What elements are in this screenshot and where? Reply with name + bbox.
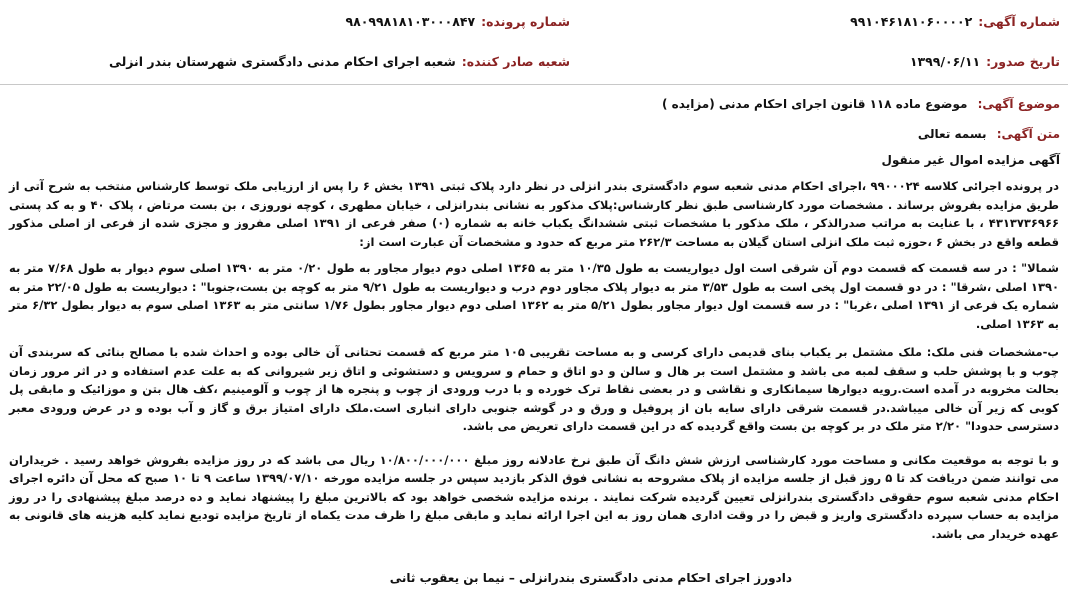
issuer-field: [109, 53, 570, 71]
signature-line: دادورز اجرای احکام مدنی دادگستری بندرانزلی – نیما بن یعقوب ثانی: [389, 571, 792, 585]
header-divider: [0, 84, 1068, 85]
issuer-value: شعبه اجرای احکام مدنی دادگستری شهرستان بندر انزلی: [108, 54, 456, 69]
issue-date-label: تاریخ صدور:: [986, 54, 1060, 69]
issue-date-value: ۱۳۹۹/۰۶/۱۱: [909, 54, 981, 69]
notice-title: آگهی مزایده اموال غیر منقول: [881, 153, 1060, 167]
notice-subject: [8, 95, 1060, 113]
notice-number-value: ۹۹۱۰۴۶۱۸۱۰۶۰۰۰۰۲: [850, 14, 973, 29]
header-row-issue: [8, 53, 1060, 71]
subject-label: موضوع آگهی:: [977, 97, 1060, 111]
issuer-label: شعبه صادر کننده:: [461, 54, 570, 69]
paragraph-technical-specs: ب-مشخصات فنی ملک: ملک مشتمل بر یکباب بنای قدیمی دارای کرسی و به مساحت تقریبی ۱۰۵ متر مربع که قسمت تحتانی آن خالی بوده و احداث شده با مصالح بنائی که سربندی آن چوب و با پوشش حلب و سقف لمبه می باشد و مشتمل است بر هال و سالن و دو اتاق و حمام و سرویس و دستشوئی و اتاق زیر شیروانی که به علت عدم استفاده و در اثر مرور زمان بحالت مخروبه در آمده است.رویه دیوارها سیمانکاری و نقاشی و در بعضی نقاط ترک خورده و با درب ورودی از چوب و پنجره ها از چوب و آلومینیم ،کف هال بتن و موزائیک و مابقی پل کوبی که زیر آن خالی میباشد.در قسمت شرقی دارای سایه بان از پروفیل و ورق و در گوشه جنوبی دارای انباری است.ملک دارای امتیاز برق و گاز و آب بوده و در عرض ورودی معبر دسترسی حدودا" ۲/۲۰ متر ملک در بر کوچه بن بست واقع گردیده که در این قسمت دارای تعریض می باشد.: [9, 345, 1059, 433]
paragraph-auction-terms: و با توجه به موقعیت مکانی و مساحت مورد کارشناسی ارزش شش دانگ آن طبق نرخ عادلانه روز مبلغ ۱۰/۸۰۰/۰۰۰/۰۰۰ ریال می باشد که در روز مزایده بفروش خواهد رسید . خریداران می توانند ضمن دریافت کد تا ۵ روز قبل از جلسه مزایده از پلاک مشروحه به نشانی فوق الذکر بازدید سپس در جلسه مزایده مورخه ۱۳۹۹/۰۷/۱۰ ساعت ۹ تا ۱۰ صبح که محل آن دائره اجرای احکام مدنی شعبه سوم حقوقی دادگستری بندرانزلی تعیین گردیده شرکت نمایند . برنده مزایده شخصی خواهد بود که بالاترین مبلغ را پیشنهاد نماید و ده درصد مبلغ پیشنهادی را در روز مزایده به حساب سپرده دادگستری واریز و قبض را در وقت اداری همان روز به این اجرا ارائه نماید و مابقی مبلغ را ظرف مدت یکماه از تاریخ مزایده تودیع نماید کلیه هزینه های قانونی به عهده خریدار می باشد.: [9, 452, 1060, 541]
issue-date-field: [570, 53, 1060, 71]
body-label: متن آگهی:: [996, 127, 1060, 141]
subject-value: موضوع ماده ۱۱۸ قانون اجرای احکام مدنی (مزایده ): [662, 97, 968, 111]
paragraph-boundaries: شمالا" : در سه قسمت که قسمت دوم آن شرقی است اول دیواریست به طول ۱۰/۳۵ متر به ۱۳۶۵ اصلی دوم دیوار مجاور به طول ۰/۲۰ متر به ۱۳۹۰ اصلی سوم دیوار به طول ۷/۶۸ متر به ۱۳۹۰ اصلی ،شرقا" : در دو قسمت اول پخی است به طول ۳/۵۳ متر به دیوار پلاک مجاور دوم درب و دیواریست به طول ۹/۲۱ متر به کوچه بن بست،جنوبا" : دیواریست به طول ۲۲/۰۵ متر به شماره یک فرعی از ۱۳۹۱ اصلی ،غربا" : در سه قسمت اول دیوار مجاور بطول ۵/۲۱ متر به ۱۳۶۲ اصلی دوم دیوار مجاور بطول ۱/۷۶ سانتی متر به ۱۳۶۳ اصلی سوم به دیوار بطول ۶/۳۲ متر به ۱۳۶۳ اصلی.: [9, 261, 1059, 331]
header-row-numbers: [8, 13, 1060, 31]
case-number-value: ۹۸۰۹۹۸۱۸۱۰۳۰۰۰۸۴۷: [345, 14, 476, 29]
body-opening: بسمه تعالی: [917, 127, 987, 141]
notice-body: [9, 177, 1059, 543]
notice-number-field: [570, 13, 1060, 31]
notice-number-label: شماره آگهی:: [978, 14, 1060, 29]
case-number-label: شماره پرونده:: [481, 14, 570, 29]
notice-body-heading: [8, 125, 1060, 143]
case-number-field: [345, 13, 570, 31]
paragraph-property-intro: در پرونده اجرائی کلاسه ۹۹۰۰۰۲۴ ،اجرای احکام مدنی شعبه سوم دادگستری بندر انزلی در نظر دارد پلاک ثبتی ۱۳۹۱ بخش ۶ را پس از ارزیابی ملک توسط کارشناس منتخب به شرح آتی از طریق مزایده بفروش برساند . مشخصات مورد کارشناسی طبق نظر کارشناس:پلاک مذکور به نشانی بندرانزلی ، خیابان مطهری ، کوچه نوروزی ، بن بست مرتاض ، پلاک ۴۰ و به کد پستی ۴۳۱۳۷۳۶۹۶۶ ، با عنایت به مراتب صدرالذکر ، ملک مذکور با مشخصات ثبتی ششدانگ یکباب خانه به شماره (۰) صفر فرعی از ۱۳۹۱ اصلی مفروز و مجزی شده از فرعی از اصلی مذکور قطعه واقع در بخش ۶ ،حوزه ثبت ملک انزلی استان گیلان به مساحت ۲۶۲/۳ متر مربع که حدود و مشخصات آن عبارت است از:: [9, 179, 1060, 249]
